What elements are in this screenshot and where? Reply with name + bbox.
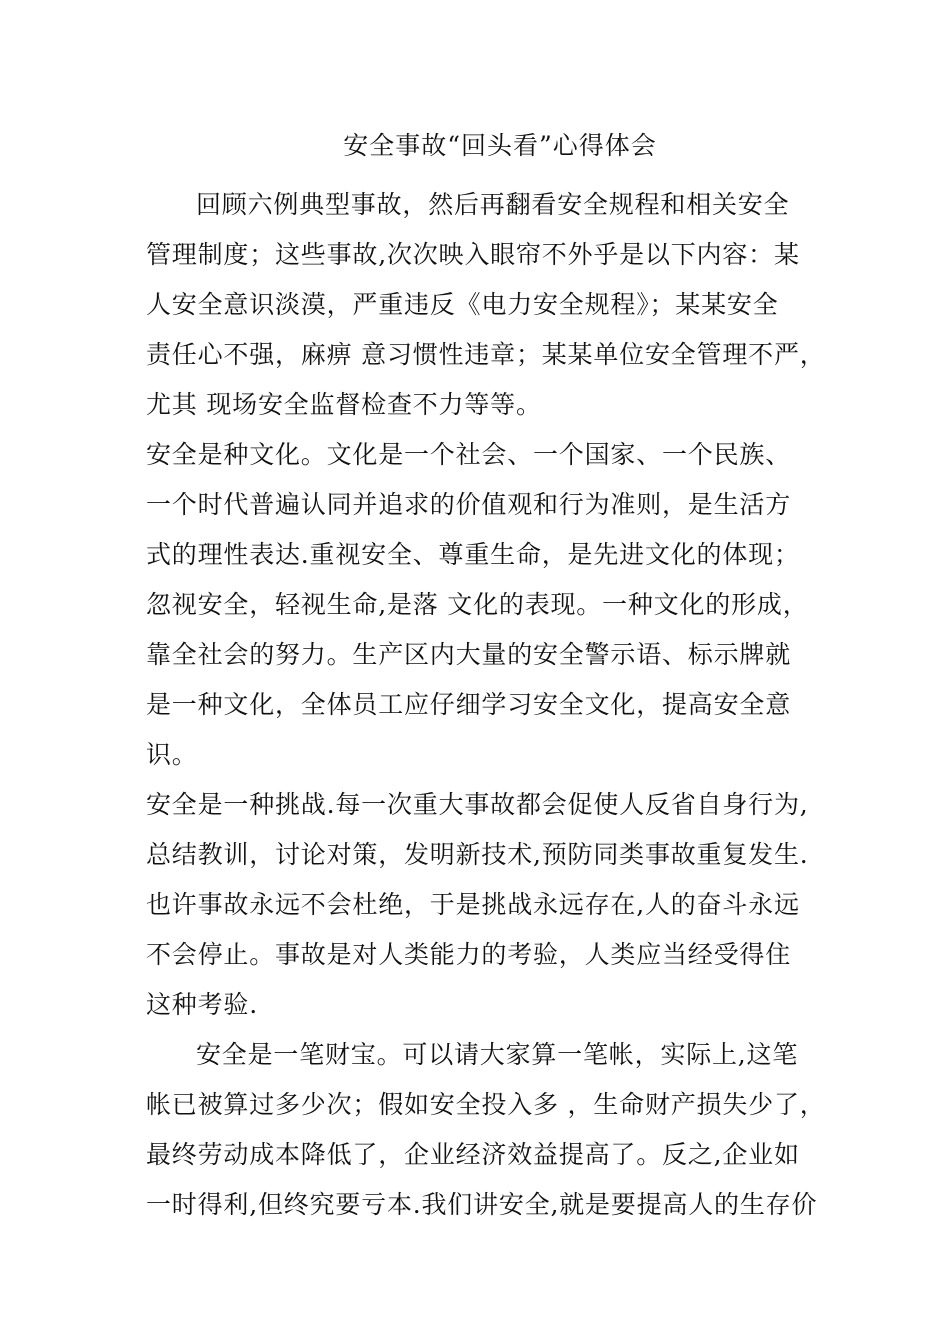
text-line: 式的理性表达.重视安全、尊重生命，是先进文化的体现； <box>146 540 800 569</box>
text-line: 也许事故永远不会杜绝，于是挑战永远存在,人的奋斗永远 <box>146 890 800 919</box>
text-line: 最终劳动成本降低了，企业经济效益提高了。反之,企业如 <box>146 1140 800 1169</box>
text-line: 识。 <box>146 740 198 769</box>
paragraph-safety-challenge <box>146 780 826 1030</box>
text-line: 是一种文化，全体员工应仔细学习安全文化，提高安全意 <box>146 690 792 719</box>
text-line: 这种考验. <box>146 990 258 1019</box>
text-line: 帐已被算过多少次；假如安全投入多 ，生命财产损失少了， <box>146 1090 826 1119</box>
text-line: 安全是种文化。文化是一个社会、一个国家、一个民族、 <box>146 440 792 469</box>
paragraph-incident-review <box>146 180 826 430</box>
text-line: 忽视安全，轻视生命,是落 文化的表现。一种文化的形成， <box>146 590 809 619</box>
text-line: 靠全社会的努力。生产区内大量的安全警示语、标示牌就 <box>146 640 792 669</box>
text-line: 管理制度；这些事故,次次映入眼帘不外乎是以下内容：某 <box>146 240 800 269</box>
paragraph-safety-wealth <box>146 1030 826 1230</box>
text-line: 尤其 现场安全监督检查不力等等。 <box>146 390 542 419</box>
text-line: 责任心不强，麻痹 意习惯性违章；某某单位安全管理不严， <box>146 340 826 369</box>
text-line: 总结教训，讨论对策，发明新技术,预防同类事故重复发生. <box>146 840 809 869</box>
paragraph-safety-culture <box>146 430 826 780</box>
text-line: 一个时代普遍认同并追求的价值观和行为准则，是生活方 <box>146 490 792 519</box>
document-title: 安全事故“回头看”心得体会 <box>343 131 657 160</box>
document-body <box>146 180 826 1230</box>
text-line: 回顾六例典型事故，然后再翻看安全规程和相关安全 <box>196 190 790 219</box>
text-line: 安全是一种挑战.每一次重大事故都会促使人反省自身行为, <box>146 790 809 819</box>
text-line: 一时得利,但终究要亏本.我们讲安全,就是要提高人的生存价 <box>146 1190 818 1219</box>
text-line: 安全是一笔财宝。可以请大家算一笔帐，实际上,这笔 <box>196 1040 799 1069</box>
text-line: 人安全意识淡漠，严重违反《电力安全规程》；某某安全 <box>146 290 779 319</box>
text-line: 不会停止。事故是对人类能力的考验，人类应当经受得住 <box>146 940 792 969</box>
